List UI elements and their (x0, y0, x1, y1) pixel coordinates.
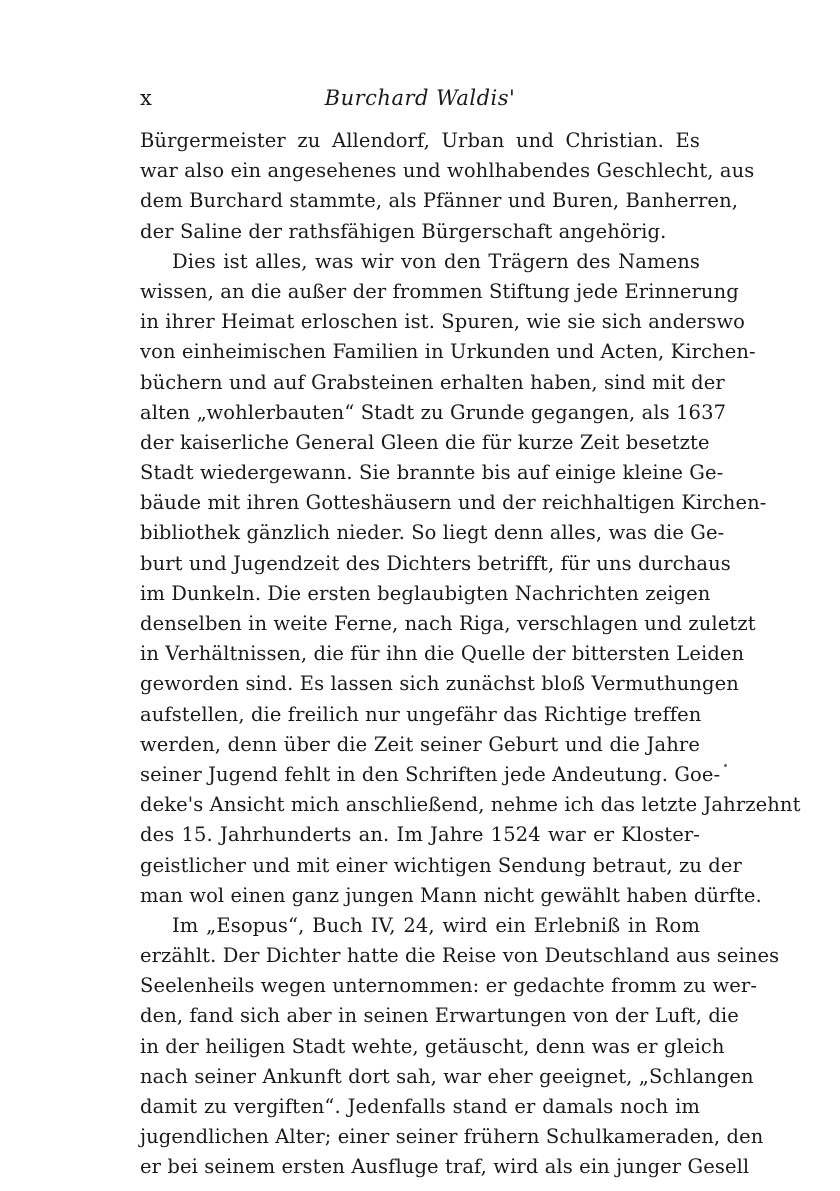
text-line: der kaiserliche General Gleen die für kurze Zeit besetzte (140, 430, 710, 454)
text-line: damit zu vergiften“. Jedenfalls stand er damals noch im (140, 1095, 700, 1118)
text-line: büchern und auf Grabsteinen erhalten haben, sind mit der (140, 370, 725, 394)
text-line: Stadt wiedergewann. Sie brannte bis auf einige kleine Ge- (140, 461, 724, 485)
text-line: bäude mit ihren Gotteshäusern und der reichhaltigen Kirchen- (140, 491, 767, 515)
text-line: er bei seinem ersten Ausfluge traf, wird als ein junger Gesell (140, 1155, 750, 1179)
text-line: des 15. Jahrhunderts an. Im Jahre 1524 war er Kloster- (140, 823, 700, 847)
text-line: von einheimischen Familien in Urkunden und Acten, Kirchen- (140, 340, 756, 364)
text-line: geistlicher und mit einer wichtigen Sendung betraut, zu der (140, 853, 742, 877)
page-number: x (140, 86, 152, 110)
text-line: in der heiligen Stadt wehte, getäuscht, denn was er gleich (140, 1034, 725, 1058)
text-line: Dies ist alles, was wir von den Trägern des Namens (172, 249, 700, 273)
text-line: aufstellen, die freilich nur ungefähr das Richtige treffen (140, 702, 702, 726)
text-line: wissen, an die außer der frommen Stiftung jede Erinnerung (140, 279, 739, 303)
running-head (140, 86, 700, 116)
text-line: den, fand sich aber in seinen Erwartungen von der Luft, die (140, 1004, 739, 1028)
text-line: der Saline der rathsfähigen Bürgerschaft angehörig. (140, 219, 667, 243)
text-line: burt und Jugendzeit des Dichters betrifft, für uns durchaus (140, 551, 731, 575)
text-line: alten „wohlerbauten“ Stadt zu Grunde gegangen, als 1637 (140, 400, 727, 424)
text-line: Im „Esopus“, Buch IV, 24, wird ein Erlebniß in Rom (172, 913, 700, 937)
text-line: jugendlichen Alter; einer seiner frühern Schulkameraden, den (140, 1125, 764, 1149)
text-line: man wol einen ganz jungen Mann nicht gewählt haben dürfte. (140, 883, 762, 907)
body-text (140, 126, 801, 1183)
text-line: bibliothek gänzlich nieder. So liegt denn alles, was die Ge- (140, 521, 725, 545)
text-line: Bürgermeister zu Allendorf, Urban und Christian. Es (140, 129, 700, 152)
text-line: nach seiner Ankunft dort sah, war eher geeignet, „Schlangen (140, 1064, 754, 1088)
text-line: im Dunkeln. Die ersten beglaubigten Nachrichten zeigen (140, 581, 711, 605)
text-line: in Verhältnissen, die für ihn die Quelle der bittersten Leiden (140, 642, 745, 666)
text-line: Seelenheils wegen unternommen: er gedachte fromm zu wer- (140, 974, 758, 998)
text-line: in ihrer Heimat erloschen ist. Spuren, wie sie sich anderswo (140, 310, 745, 334)
text-line: geworden sind. Es lassen sich zunächst bloß Vermuthungen (140, 672, 739, 696)
text-line: erzählt. Der Dichter hatte die Reise von Deutschland aus seines (140, 944, 780, 968)
text-line: denselben in weite Ferne, nach Riga, verschlagen und zuletzt (140, 612, 756, 635)
margin-speck (724, 764, 727, 767)
text-line: werden, denn über die Zeit seiner Geburt und die Jahre (140, 732, 700, 756)
running-title: Burchard Waldis' (324, 86, 516, 110)
text-line: seiner Jugend fehlt in den Schriften jede Andeutung. Goe- (140, 762, 721, 786)
text-line: war also ein angesehenes und wohlhabendes Geschlecht, aus (140, 159, 755, 183)
text-line: deke's Ansicht mich anschließend, nehme ich das letzte Jahrzehnt (140, 793, 801, 817)
text-line: dem Burchard stammte, als Pfänner und Buren, Banherren, (140, 189, 739, 213)
